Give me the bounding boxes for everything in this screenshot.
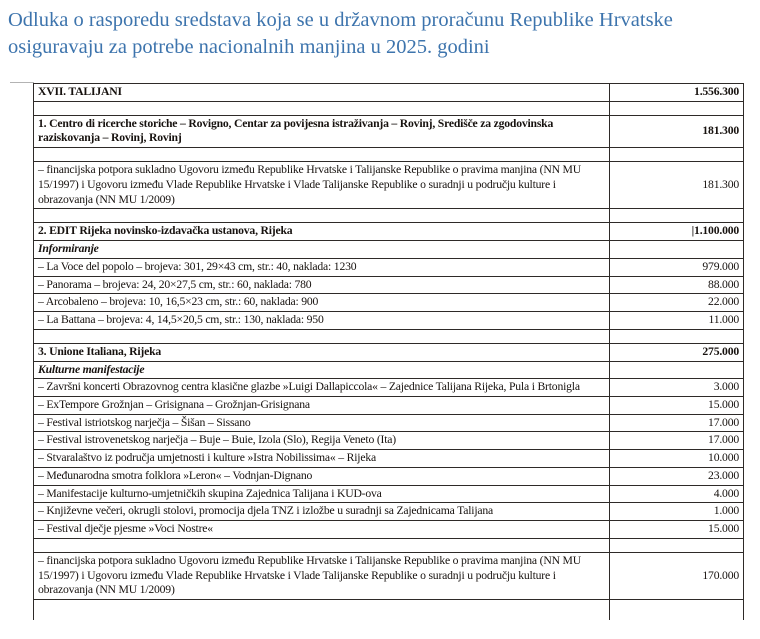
table-row (34, 294, 744, 312)
table-row (34, 223, 744, 241)
row-description: Informiranje (34, 241, 610, 259)
row-amount: 15.000 (610, 521, 744, 539)
table-row (34, 538, 744, 552)
row-description: – La Voce del popolo – brojeva: 301, 29×43 cm, str.: 40, naklada: 1230 (34, 258, 610, 276)
row-amount: 1.000 (610, 503, 744, 521)
row-amount: 88.000 (610, 276, 744, 294)
table-row (34, 485, 744, 503)
row-description: – Stvaralaštvo iz područja umjetnosti i kulture »Istra Nobilissima« – Rijeka (34, 450, 610, 468)
row-amount: 17.000 (610, 432, 744, 450)
table-row (34, 450, 744, 468)
row-description: Kulturne manifestacije (34, 361, 610, 379)
table-row (34, 209, 744, 223)
allocation-table-body (34, 84, 744, 620)
row-amount (610, 329, 744, 343)
row-description: – Panorama – brojeva: 24, 20×27,5 cm, str.: 60, naklada: 780 (34, 276, 610, 294)
row-description (34, 101, 610, 115)
table-row (34, 503, 744, 521)
row-description: – Festival istrovenetskog narječja – Buje – Buie, Izola (Slo), Regija Veneto (Ita) (34, 432, 610, 450)
table-row (34, 361, 744, 379)
table-row (34, 241, 744, 259)
row-amount: 1.556.300 (610, 84, 744, 102)
table-row (34, 343, 744, 361)
row-description: – Festival istriotskog narječja – Šišan – Sissano (34, 414, 610, 432)
table-row (34, 329, 744, 343)
table-row (34, 414, 744, 432)
row-amount (610, 148, 744, 162)
row-description: – Arcobaleno – brojeva: 10, 16,5×23 cm, str.: 60, naklada: 900 (34, 294, 610, 312)
row-amount: 15.000 (610, 397, 744, 415)
table-row (34, 552, 744, 599)
row-description: – La Battana – brojeva: 4, 14,5×20,5 cm, str.: 130, naklada: 950 (34, 312, 610, 330)
table-row (34, 84, 744, 102)
row-amount (610, 361, 744, 379)
row-amount: 275.000 (610, 343, 744, 361)
row-description: – financijska potpora sukladno Ugovoru između Republike Hrvatske i Talijanske Republike o pravima manjina (NN MU 15/1997) i Ugovoru između Vlade Republike Hrvatske i Vlade Talijanske Republike o suradnji u području kulture i obrazovanja (NN MU 1/2009) (34, 162, 610, 209)
row-amount: 17.000 (610, 414, 744, 432)
row-description: 2. EDIT Rijeka novinsko-izdavačka ustanova, Rijeka (34, 223, 610, 241)
row-description: – Međunarodna smotra folklora »Leron« – Vodnjan-Dignano (34, 467, 610, 485)
table-row (34, 162, 744, 209)
table-row (34, 312, 744, 330)
row-amount (610, 241, 744, 259)
row-description: 3. Unione Italiana, Rijeka (34, 343, 610, 361)
table-row (34, 276, 744, 294)
row-amount (610, 600, 744, 620)
row-description (34, 148, 610, 162)
row-amount: 22.000 (610, 294, 744, 312)
row-amount (610, 101, 744, 115)
table-row (34, 521, 744, 539)
row-description (34, 329, 610, 343)
table-row (34, 258, 744, 276)
table-row (34, 467, 744, 485)
row-amount: 170.000 (610, 552, 744, 599)
table-row (34, 379, 744, 397)
row-description: – Završni koncerti Obrazovnog centra klasične glazbe »Luigi Dallapiccola« – Zajednice Talijana Rijeka, Pula i Brtonigla (34, 379, 610, 397)
table-row (34, 600, 744, 620)
row-amount: 23.000 (610, 467, 744, 485)
row-description: – Manifestacije kulturno-umjetničkih skupina Zajednica Talijana i KUD-ova (34, 485, 610, 503)
table-row (34, 101, 744, 115)
row-description: – financijska potpora sukladno Ugovoru između Republike Hrvatske i Talijanske Republike o pravima manjina (NN MU 15/1997) i Ugovoru između Vlade Republike Hrvatske i Vlade Talijanske Republike o suradnji u području kulture i obrazovanja (NN MU 1/2009) (34, 552, 610, 599)
row-description (34, 600, 610, 620)
row-description (34, 538, 610, 552)
row-amount (610, 209, 744, 223)
row-amount: 4.000 (610, 485, 744, 503)
page-edge-line (10, 82, 34, 83)
row-amount: |1.100.000 (610, 223, 744, 241)
row-description: – Književne večeri, okrugli stolovi, promocija djela TNZ i izložbe u suradnji sa Zajednicama Talijana (34, 503, 610, 521)
row-description (34, 209, 610, 223)
row-amount (610, 538, 744, 552)
page-title: Odluka o rasporedu sredstava koja se u državnom proračunu Republike Hrvatske osiguravaju za potrebe nacionalnih manjina u 2025. godini (8, 9, 673, 58)
table-row (34, 432, 744, 450)
row-description: – Festival dječje pjesme »Voci Nostre« (34, 521, 610, 539)
table-row (34, 148, 744, 162)
row-amount: 3.000 (610, 379, 744, 397)
row-amount: 10.000 (610, 450, 744, 468)
row-amount: 11.000 (610, 312, 744, 330)
row-description: XVII. TALIJANI (34, 84, 610, 102)
row-description: – ExTempore Grožnjan – Grisignana – Grožnjan-Grisignana (34, 397, 610, 415)
table-row (34, 115, 744, 147)
row-description: 1. Centro di ricerche storiche – Rovigno, Centar za povijesna istraživanja – Rovinj, Središče za zgodovinska raziskovanja – Rovinj, Rovinj (34, 115, 610, 147)
row-amount: 181.300 (610, 115, 744, 147)
row-amount: 979.000 (610, 258, 744, 276)
allocation-table (33, 83, 744, 620)
row-amount: 181.300 (610, 162, 744, 209)
table-row (34, 397, 744, 415)
